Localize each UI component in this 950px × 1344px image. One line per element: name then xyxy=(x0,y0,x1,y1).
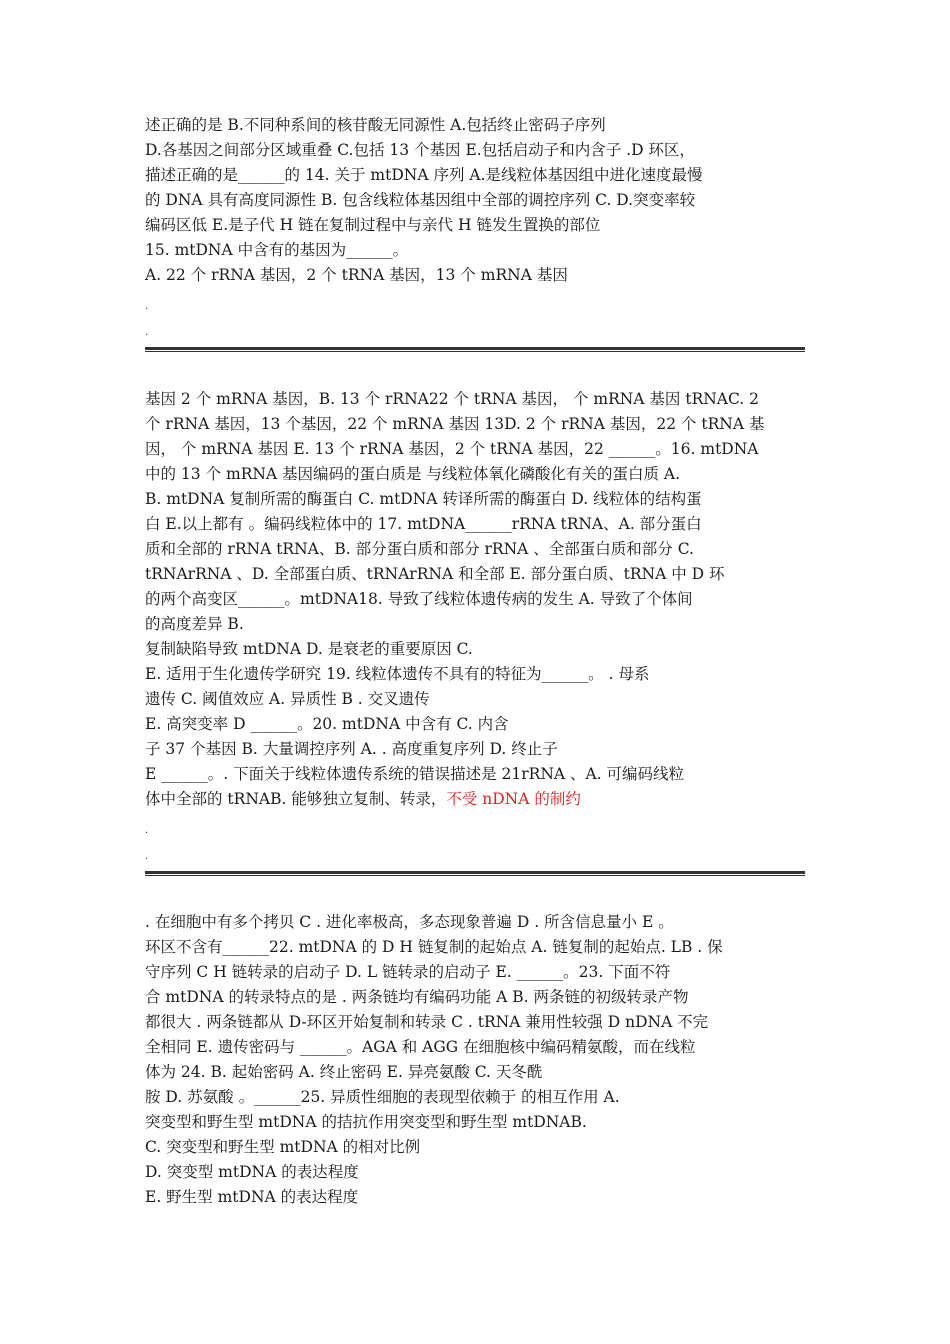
text-line: 质和全部的 rRNA tRNA、B. 部分蛋白质和部分 rRNA 、全部蛋白质和部分 C. xyxy=(145,540,694,558)
text-line: 守序列 C H 链转录的启动子 D. L 链转录的启动子 E. ______。23. 下面不符 xyxy=(145,963,671,981)
highlighted-text: 不受 nDNA 的制约 xyxy=(446,790,581,808)
text-line: tRNArRNA 、D. 全部蛋白质、tRNArRNA 和全部 E. 部分蛋白质、tRNA 中 D 环 xyxy=(145,565,725,583)
text-line: 的两个高变区______。mtDNA18. 导致了线粒体遗传病的发生 A. 导致了个体间 xyxy=(145,590,693,608)
text-line: 子 37 个基因 B. 大量调控序列 A. . 高度重复序列 D. 终止子 xyxy=(145,740,558,758)
text-line: 个 rRNA 基因，13 个基因，22 个 mRNA 基因 13D. 2 个 rRNA 基因，22 个 tRNA 基 xyxy=(145,415,765,433)
text-line: . 在细胞中有多个拷贝 C . 进化率极高，多态现象普遍 D . 所含信息量小 E 。 xyxy=(145,913,674,931)
text-line: 白 E.以上都有 。编码线粒体中的 17. mtDNA______rRNA tRNA、A. 部分蛋白 xyxy=(145,515,702,533)
text-line: 编码区低 E.是子代 H 链在复制过程中与亲代 H 链发生置换的部位 xyxy=(145,216,601,234)
text-line: D.各基因之间部分区域重叠 C.包括 13 个基因 E.包括启动子和内含子 .D 环区， xyxy=(145,141,695,159)
text-line: 突变型和野生型 mtDNA 的拮抗作用突变型和野生型 mtDNAB. xyxy=(145,1113,587,1131)
text-line xyxy=(145,787,581,812)
text-line: 遗传 C. 阈值效应 A. 异质性 B . 交叉遗传 xyxy=(145,690,430,708)
text-line: 环区不含有______22. mtDNA 的 D H 链复制的起始点 A. 链复制的起始点. LB . 保 xyxy=(145,938,723,956)
text-line: 描述正确的是______的 14. 关于 mtDNA 序列 A.是线粒体基因组中进化速度最慢 xyxy=(145,166,703,184)
text-line: C. 突变型和野生型 mtDNA 的相对比例 xyxy=(145,1138,421,1156)
text-line: 的高度差异 B. xyxy=(145,615,244,633)
text-line: E. 野生型 mtDNA 的表达程度 xyxy=(145,1188,359,1206)
text-line: 复制缺陷导致 mtDNA D. 是衰老的重要原因 C. xyxy=(145,640,473,658)
text-line: 基因 2 个 mRNA 基因，B. 13 个 rRNA22 个 tRNA 基因， 个 mRNA 基因 tRNAC. 2 xyxy=(145,390,760,408)
text-line: 体为 24. B. 起始密码 A. 终止密码 E. 异亮氨酸 C. 天冬酰 xyxy=(145,1063,543,1081)
text-line: E. 高突变率 D ______。20. mtDNA 中含有 C. 内含 xyxy=(145,715,509,733)
separator-dot: . xyxy=(145,851,149,862)
text-line: A. 22 个 rRNA 基因，2 个 tRNA 基因，13 个 mRNA 基因 xyxy=(145,266,568,284)
text-line: 述正确的是 B.不同种系间的核苷酸无同源性 A.包括终止密码子序列 xyxy=(145,116,606,134)
text-line: D. 突变型 mtDNA 的表达程度 xyxy=(145,1163,359,1181)
separator-dot: . xyxy=(145,301,149,312)
page-divider xyxy=(145,347,805,350)
separator-dot: . xyxy=(145,825,149,836)
text-segment: 体中全部的 tRNAB. 能够独立复制、转录， xyxy=(145,790,447,808)
text-line: E ______。. 下面关于线粒体遗传系统的错误描述是 21rRNA 、A. 可编码线粒 xyxy=(145,765,685,783)
text-line: 合 mtDNA 的转录特点的是 . 两条链均有编码功能 A B. 两条链的初级转录产物 xyxy=(145,988,689,1006)
text-line: 15. mtDNA 中含有的基因为______。 xyxy=(145,241,409,259)
separator-dot: . xyxy=(145,327,149,338)
text-line: E. 适用于生化遗传学研究 19. 线粒体遗传不具有的特征为______。 . 母系 xyxy=(145,665,650,683)
text-line: 的 DNA 具有高度同源性 B. 包含线粒体基因组中全部的调控序列 C. D.突变率较 xyxy=(145,191,696,209)
text-line: 都很大 . 两条链都从 D-环区开始复制和转录 C . tRNA 兼用性较强 D nDNA 不完 xyxy=(145,1013,709,1031)
text-line: 胺 D. 苏氨酸 。______25. 异质性细胞的表现型依赖于 的相互作用 A. xyxy=(145,1088,620,1106)
text-line: 因， 个 mRNA 基因 E. 13 个 rRNA 基因，2 个 tRNA 基因，22 ______。16. mtDNA xyxy=(145,440,759,458)
text-line: 中的 13 个 mRNA 基因编码的蛋白质是 与线粒体氧化磷酸化有关的蛋白质 A. xyxy=(145,465,681,483)
text-line: B. mtDNA 复制所需的酶蛋白 C. mtDNA 转译所需的酶蛋白 D. 线粒体的结构蛋 xyxy=(145,490,702,508)
page-divider xyxy=(145,871,805,874)
text-line: 全相同 E. 遗传密码与 ______。AGA 和 AGG 在细胞核中编码精氨酸，而在线粒 xyxy=(145,1038,696,1056)
